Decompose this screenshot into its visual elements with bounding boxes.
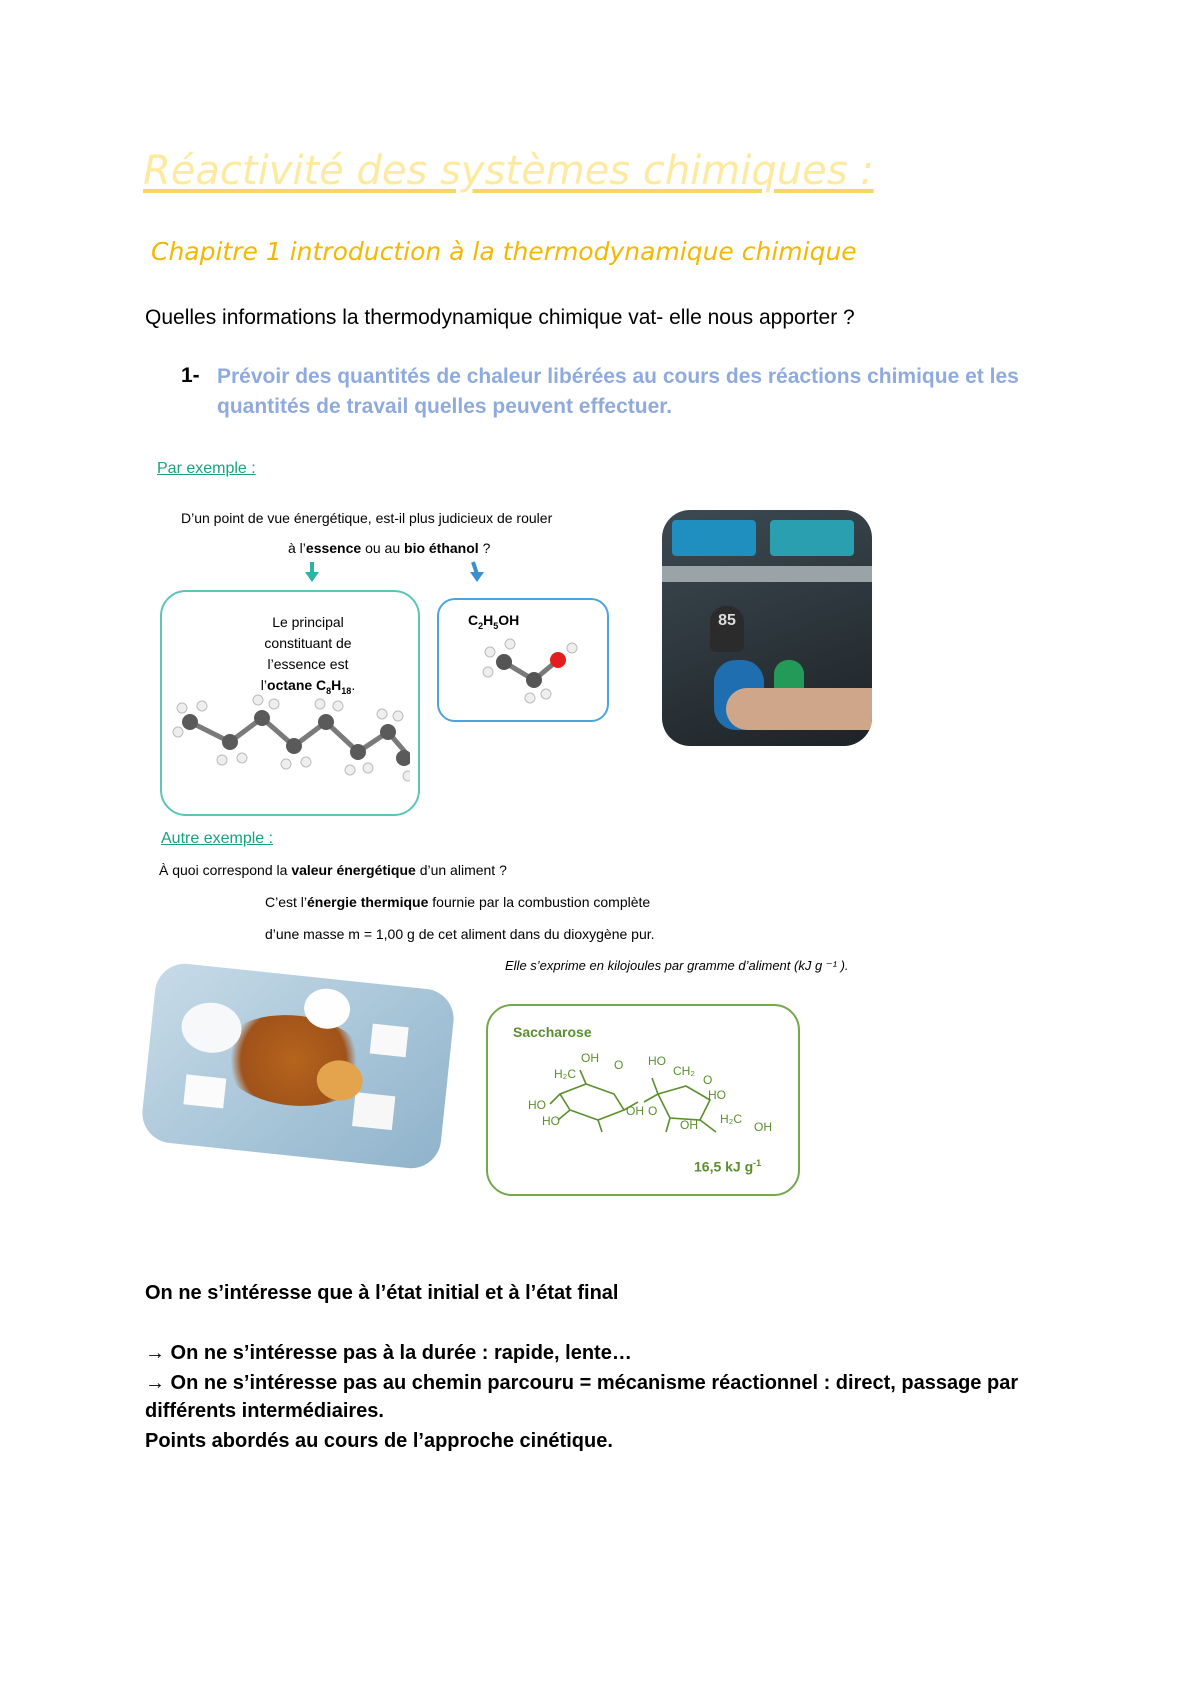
saccharose-title: Saccharose xyxy=(513,1024,592,1040)
sac-label: OH xyxy=(626,1104,644,1118)
sac-label: H₂C xyxy=(720,1112,742,1126)
arrow-down-icon xyxy=(302,560,322,584)
sac-label: O xyxy=(703,1073,713,1087)
arrow-right-icon: → xyxy=(145,1342,165,1364)
energy-definition-line1: C’est l’énergie thermique fournie par la combustion complète xyxy=(265,894,651,910)
hand xyxy=(726,688,872,730)
sac-label: OH xyxy=(581,1051,599,1065)
pump-grade-label: 85 xyxy=(710,606,744,652)
list-item-number: 1- xyxy=(181,364,200,387)
sac-label: OH xyxy=(680,1118,698,1132)
sac-label: O xyxy=(614,1058,624,1072)
arrow-right-icon: → xyxy=(145,1372,165,1394)
ethanol-formula: $C_2H_5OH$ xyxy=(468,612,520,631)
main-question: Quelles informations la thermodynamique chimique vat- elle nous apporter ? xyxy=(145,306,855,329)
document-title: Réactivité des systèmes chimiques : xyxy=(143,148,874,194)
conclusion-line3: → On ne s’intéresse pas au chemin parcouru = mécanisme réactionnel : direct, passage par xyxy=(145,1372,1019,1394)
example1-heading: Par exemple : xyxy=(157,460,256,477)
sac-label: CH₂ xyxy=(673,1064,695,1078)
energy-question: À quoi correspond la valeur énergétique d’un aliment ? xyxy=(159,862,507,878)
sac-label: HO xyxy=(648,1054,666,1068)
sugar-cube xyxy=(370,1024,409,1058)
sac-label: HO xyxy=(708,1088,726,1102)
sac-label: H₂C xyxy=(554,1067,576,1081)
sac-label: OH xyxy=(754,1120,772,1134)
ethanol-molecule-icon xyxy=(480,636,580,706)
sac-label: O xyxy=(648,1104,658,1118)
octane-text: Le principal constituant de l’essence est l’octane $C_8H_{18}$. xyxy=(260,614,356,696)
pump-screen xyxy=(770,520,854,556)
saccharose-energy: 16,5 kJ $g^{-1}$ xyxy=(694,1158,762,1175)
fuel-pump-photo xyxy=(662,510,872,746)
conclusion-line4: différents intermédiaires. xyxy=(145,1400,384,1422)
pump-screen xyxy=(672,520,756,556)
sac-label: HO xyxy=(542,1114,560,1128)
conclusion-line1: On ne s’intéresse que à l’état initial et à l’état final xyxy=(145,1282,619,1304)
list-item-text: Prévoir des quantités de chaleur libérées au cours des réactions chimique et les quantités de travail quelles peuvent effectuer. xyxy=(217,365,1019,418)
chapter-heading: Chapitre 1 introduction à la thermodynamique chimique xyxy=(151,237,857,266)
octane-molecule-icon xyxy=(170,680,410,790)
fuel-question-line2: à l’essence ou au bio éthanol ? xyxy=(288,540,491,556)
sugar-cube xyxy=(183,1074,226,1108)
pump-panel xyxy=(662,566,872,582)
conclusion-line5: Points abordés au cours de l’approche cinétique. xyxy=(145,1430,613,1452)
figure-block xyxy=(140,448,900,1218)
saccharose-structure-icon xyxy=(520,1048,770,1148)
sugar-cube xyxy=(352,1092,395,1130)
arrow-down-icon xyxy=(467,560,487,584)
conclusion-line2: → On ne s’intéresse pas à la durée : rapide, lente… xyxy=(145,1342,632,1364)
unit-note: Elle s’exprime en kilojoules par gramme d’aliment (kJ g ⁻¹ ). xyxy=(505,958,849,973)
example2-heading: Autre exemple : xyxy=(161,830,274,847)
energy-definition-line2: d’une masse m = 1,00 g de cet aliment dans du dioxygène pur. xyxy=(265,926,655,942)
sac-label: HO xyxy=(528,1098,546,1112)
fuel-question-line1: D’un point de vue énergétique, est-il plus judicieux de rouler xyxy=(181,510,553,526)
sugar-photo xyxy=(139,961,456,1171)
